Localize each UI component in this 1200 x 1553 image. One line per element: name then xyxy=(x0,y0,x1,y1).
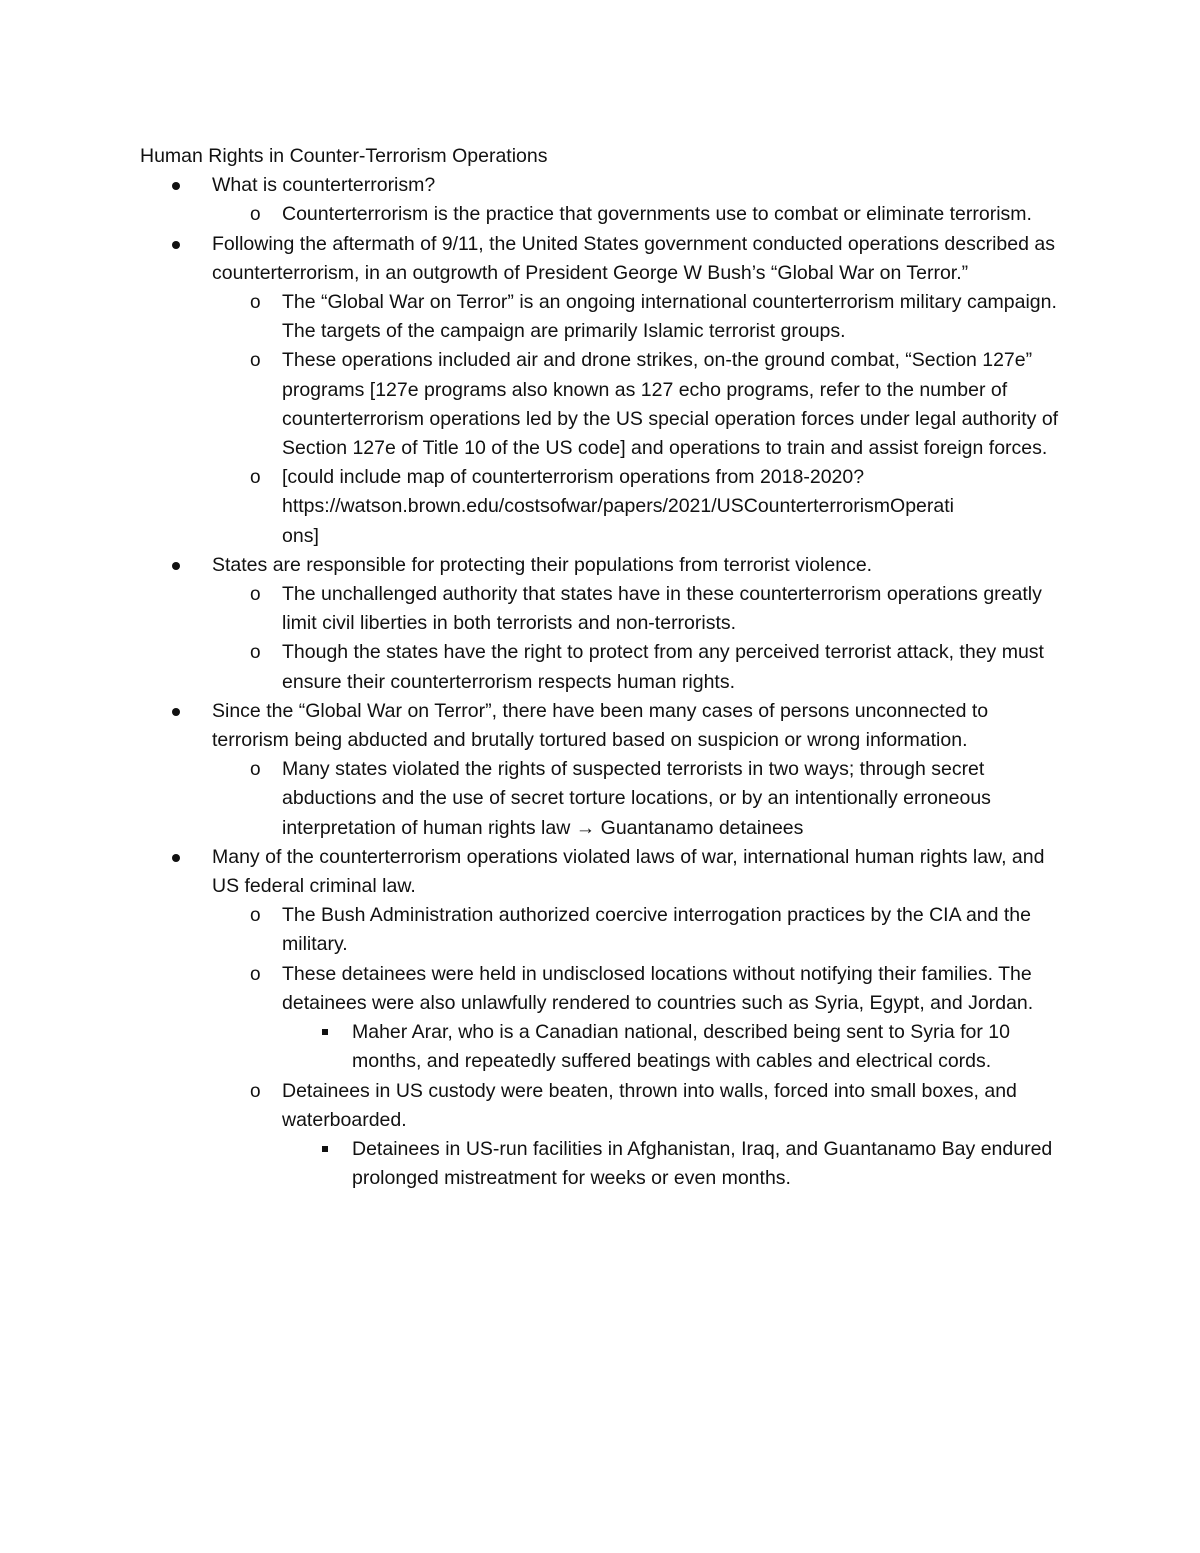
sub-bullet-list xyxy=(212,901,1065,1193)
bullet-text: Following the aftermath of 9/11, the United States government conducted operations described as counterterrorism, in an outgrowth of President George W Bush’s “Global War on Terror.” xyxy=(212,232,1055,284)
source-url-end: ons] xyxy=(282,524,319,547)
circle-marker xyxy=(212,463,282,492)
sub-bullet-item xyxy=(212,463,1065,551)
sub-bullet-item xyxy=(212,638,1065,696)
arrow-right-icon: → xyxy=(575,816,596,839)
circle-marker xyxy=(212,1077,282,1106)
bullet-item xyxy=(140,697,1065,843)
sub-bullet-item xyxy=(212,200,1065,229)
square-marker xyxy=(282,1135,352,1164)
sub-sub-bullet-list xyxy=(282,1018,1065,1076)
sub-bullet-text: Detainees in US custody were beaten, thrown into walls, forced into small boxes, and waterboarded. xyxy=(282,1079,1017,1131)
sub-bullet-item xyxy=(212,755,1065,843)
document-body xyxy=(140,142,1065,1193)
square-marker xyxy=(282,1018,352,1047)
sub-bullet-text: The unchallenged authority that states have in these counterterrorism operations greatly limit civil liberties in both terrorists and non-terrorists. xyxy=(282,583,1042,635)
sub-bullet-text: Though the states have the right to protect from any perceived terrorist attack, they must ensure their counterterrorism respects human rights. xyxy=(282,641,1044,693)
bullet-item xyxy=(140,843,1065,1193)
sub-bullet-text: The Bush Administration authorized coercive interrogation practices by the CIA and the military. xyxy=(282,904,1031,956)
circle-marker xyxy=(212,200,282,229)
bullet-text: Many of the counterterrorism operations violated laws of war, international human rights law, and US federal criminal law. xyxy=(212,845,1045,898)
source-url: https://watson.brown.edu/costsofwar/papers/2021/USCounterterrorismOperati xyxy=(282,495,954,518)
sub-bullet-item xyxy=(212,1077,1065,1194)
sub-sub-bullet-item xyxy=(282,1018,1065,1076)
circle-marker xyxy=(212,346,282,375)
sub-bullet-text: The “Global War on Terror” is an ongoing international counterterrorism military campaign. The targets of the campaign are primarily Islamic terrorist groups. xyxy=(282,291,1057,343)
bullet-marker xyxy=(140,843,212,872)
document-title: Human Rights in Counter-Terrorism Operations xyxy=(140,145,548,167)
bullet-list xyxy=(140,171,1065,1193)
sub-bullet-list xyxy=(212,755,1065,843)
sub-sub-bullet-list xyxy=(282,1135,1065,1193)
sub-bullet-list xyxy=(212,200,1065,229)
sub-bullet-item xyxy=(212,901,1065,959)
bullet-text: States are responsible for protecting their populations from terrorist violence. xyxy=(212,553,873,576)
bullet-item xyxy=(140,551,1065,697)
sub-bullet-list xyxy=(212,580,1065,697)
sub-bullet-item xyxy=(212,346,1065,463)
sub-sub-bullet-item xyxy=(282,1135,1065,1193)
bullet-text: What is counterterrorism? xyxy=(212,174,436,197)
bullet-text: Since the “Global War on Terror”, there have been many cases of persons unconnected to terrorism being abducted and brutally tortured based on suspicion or wrong information. xyxy=(212,699,989,752)
bullet-item xyxy=(140,171,1065,229)
sub-sub-bullet-text: Maher Arar, who is a Canadian national, described being sent to Syria for 10 months, and repeatedly suffered beatings with cables and electrical cords. xyxy=(352,1021,1010,1073)
sub-bullet-text-main: Many states violated the rights of suspected terrorists in two ways; through secret abductions and the use of secret torture locations, or by an intentionally erroneous interpretation of human rights law xyxy=(282,758,991,839)
circle-marker xyxy=(212,580,282,609)
sub-bullet-text xyxy=(282,755,1065,843)
map-note-text: [could include map of counterterrorism operations from 2018-2020? xyxy=(282,466,865,489)
circle-marker xyxy=(212,638,282,667)
sub-bullet-text: These operations included air and drone strikes, on-the ground combat, “Section 127e” programs [127e programs also known as 127 echo programs, refer to the number of counterterrorism operations led by the US special operation forces under legal authority of Section 127e of Title 10 of the US code] and operations to train and assist foreign forces. xyxy=(282,349,1059,460)
bullet-marker xyxy=(140,697,212,726)
bullet-marker xyxy=(140,551,212,580)
circle-marker xyxy=(212,960,282,989)
sub-bullet-text-after: Guantanamo detainees xyxy=(600,816,804,839)
sub-bullet-text xyxy=(282,463,1065,551)
sub-bullet-text: Counterterrorism is the practice that governments use to combat or eliminate terrorism. xyxy=(282,203,1032,226)
sub-bullet-list xyxy=(212,288,1065,551)
bullet-marker xyxy=(140,171,212,200)
sub-bullet-text: These detainees were held in undisclosed locations without notifying their families. The detainees were also unlawfully rendered to countries such as Syria, Egypt, and Jordan. xyxy=(282,962,1034,1014)
sub-sub-bullet-text: Detainees in US-run facilities in Afghanistan, Iraq, and Guantanamo Bay endured prolonged mistreatment for weeks or even months. xyxy=(352,1137,1053,1190)
sub-bullet-item xyxy=(212,288,1065,346)
circle-marker xyxy=(212,755,282,784)
sub-bullet-item xyxy=(212,960,1065,1077)
bullet-marker xyxy=(140,230,212,259)
bullet-item xyxy=(140,230,1065,551)
circle-marker xyxy=(212,901,282,930)
sub-bullet-item xyxy=(212,580,1065,638)
circle-marker xyxy=(212,288,282,317)
